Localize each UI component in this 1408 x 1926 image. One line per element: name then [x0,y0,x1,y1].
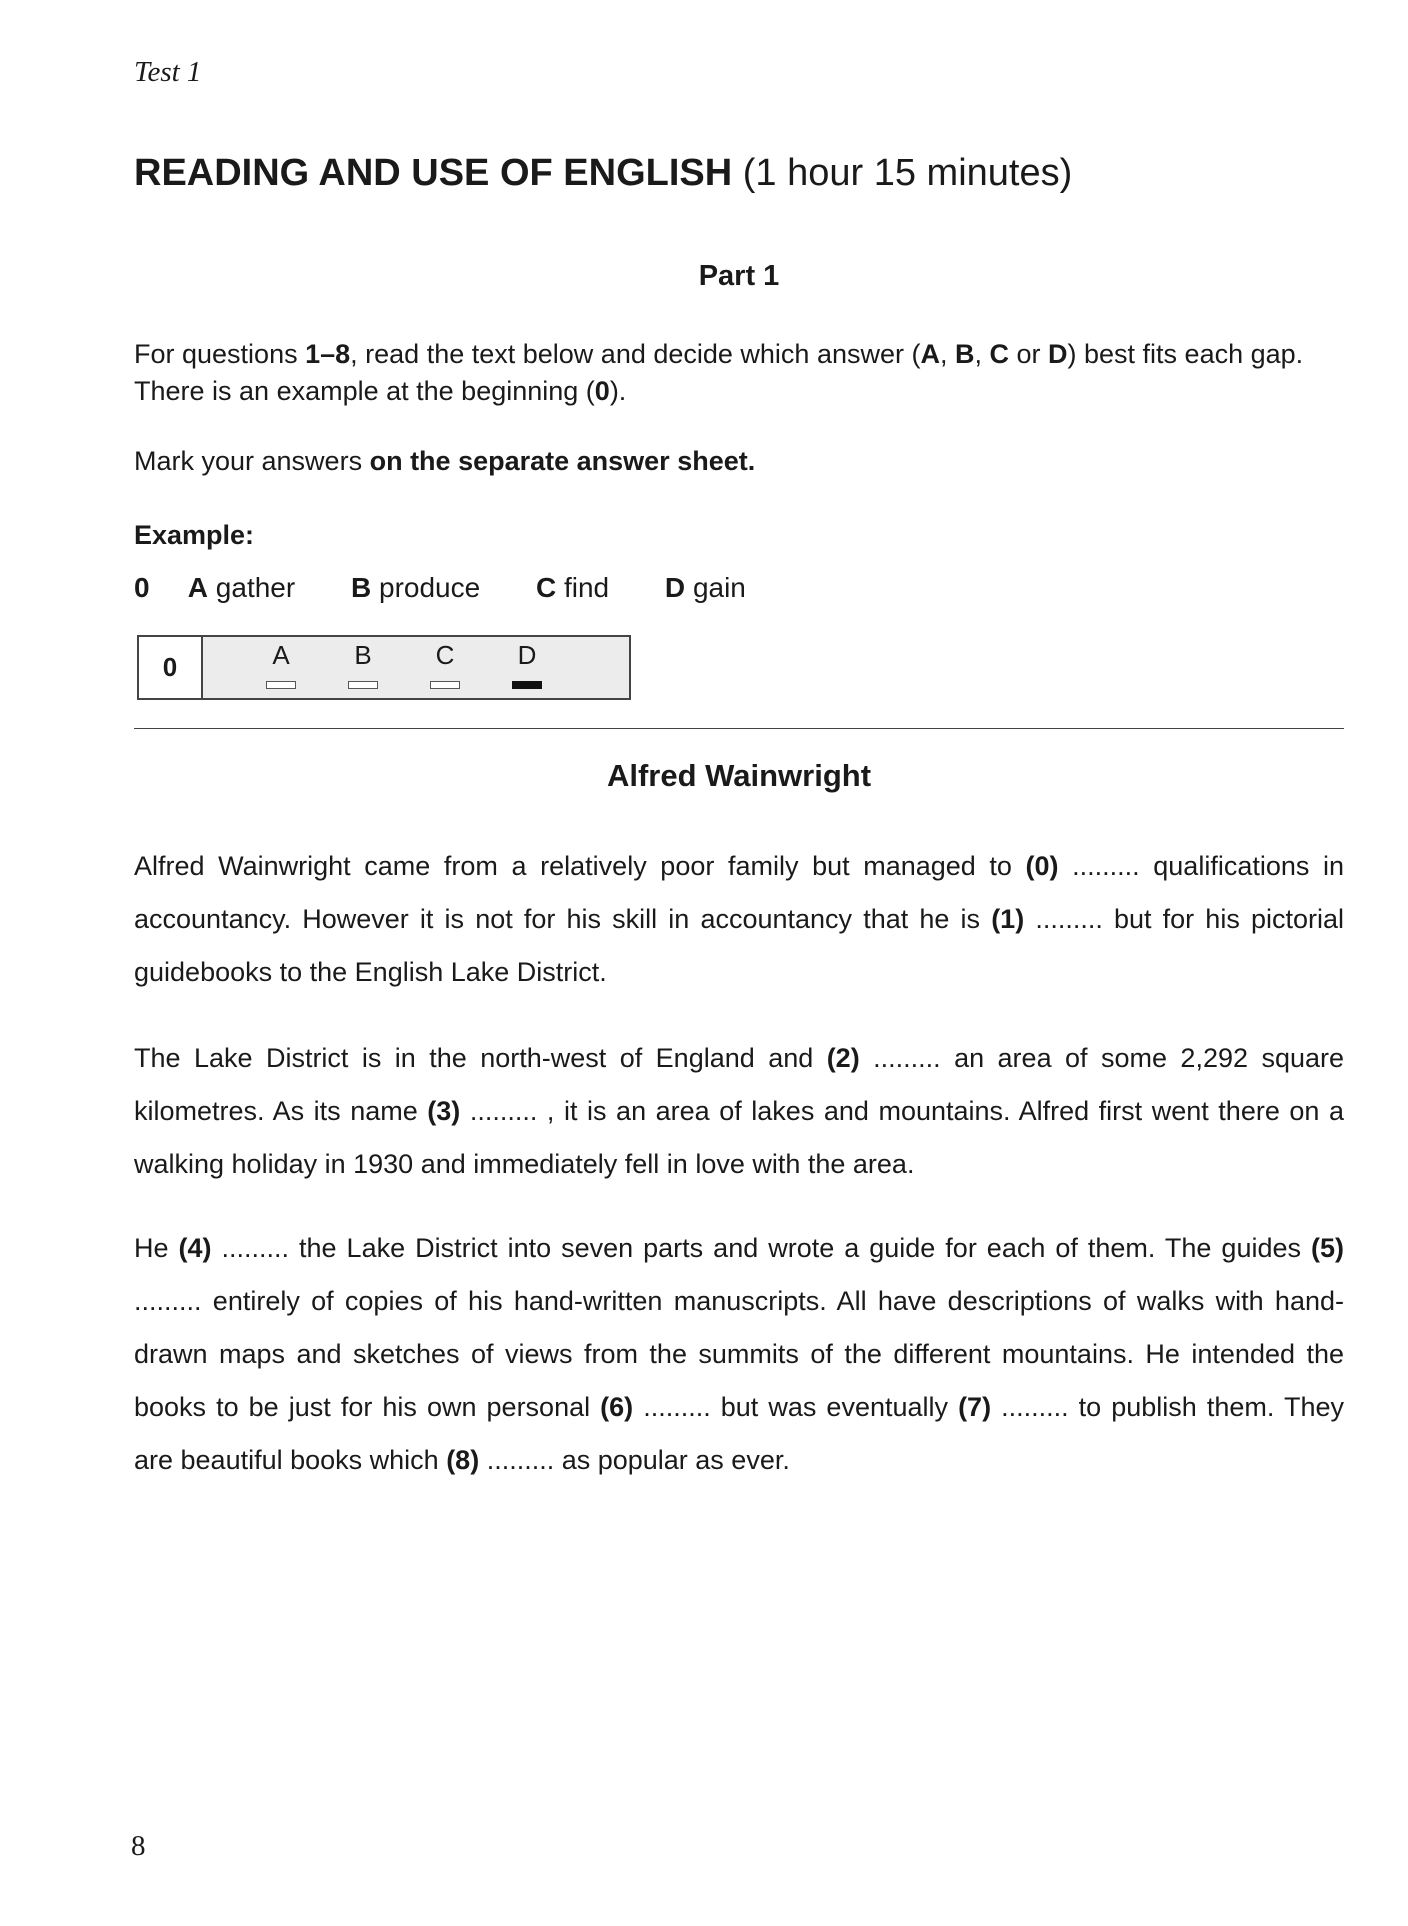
gap-4: (4) [178,1233,212,1263]
answer-box-number: 0 [139,637,203,698]
answer-bubble-d [512,681,542,689]
answer-bubble-a [266,681,296,689]
instructions: For questions 1–8, read the text below and decide which answer (A, B, C or D) best fits each gap. There is an example at the beginning (0). [134,339,1304,406]
gap-3: (3) [427,1096,461,1126]
test-label: Test 1 [134,56,202,88]
example-number: 0 [134,572,150,603]
example-option-c: C find [535,572,610,603]
gap-0: (0) [1025,851,1059,881]
section-duration: (1 hour 15 minutes) [742,152,1073,194]
passage-paragraph-1: Alfred Wainwright came from a relatively poor family but managed to (0) ......... qualifications in accountancy. However it is not for his skill in accountancy that he is (1) ......... but for his pictorial guidebooks to the English Lake District. [134,851,1344,987]
answer-box-letter-d: D [517,640,537,670]
answer-box-letter-b: B [354,640,372,670]
gap-6: (6) [600,1392,634,1422]
section-name: READING AND USE OF ENGLISH [134,152,733,194]
gap-7: (7) [958,1392,992,1422]
gap-2: (2) [826,1043,860,1073]
mark-answers-instruction: Mark your answers on the separate answer sheet. [134,446,756,476]
example-options [134,572,794,604]
page-number: 8 [131,1830,146,1862]
example-label: Example: [134,520,255,550]
answer-box-letter-c: C [435,640,455,670]
passage-title: Alfred Wainwright [606,758,872,793]
passage-paragraph-2: The Lake District is in the north-west of England and (2) ......... an area of some 2,292 square kilometres. As its name (3) ......... , it is an area of lakes and mountains. Alfred first went there on a walking holiday in 1930 and immediately fell in love with the area. [134,1043,1344,1179]
gap-5: (5) [1310,1233,1344,1263]
example-option-a: A gather [187,572,296,603]
example-option-b: B produce [350,572,481,603]
answer-bubble-b [348,681,378,689]
answer-bubble-c [430,681,460,689]
part-heading: Part 1 [698,260,780,292]
gap-8: (8) [446,1445,480,1475]
example-option-d: D gain [664,572,746,603]
answer-box-letter-a: A [272,640,290,670]
page-title [134,152,1072,195]
passage-paragraph-3: He (4) ......... the Lake District into seven parts and wrote a guide for each of them. The guides (5) ......... entirely of copies of his hand-written manuscripts. All have descriptions of walks with hand-drawn maps and sketches of views from the summits of the different mountains. He intended the books to be just for his own personal (6) ......... but was eventually (7) ......... to publish them. They are beautiful books which (8) ......... as popular as ever. [134,1233,1344,1475]
divider [134,728,1344,729]
gap-1: (1) [991,904,1025,934]
example-answer-box [137,635,631,700]
